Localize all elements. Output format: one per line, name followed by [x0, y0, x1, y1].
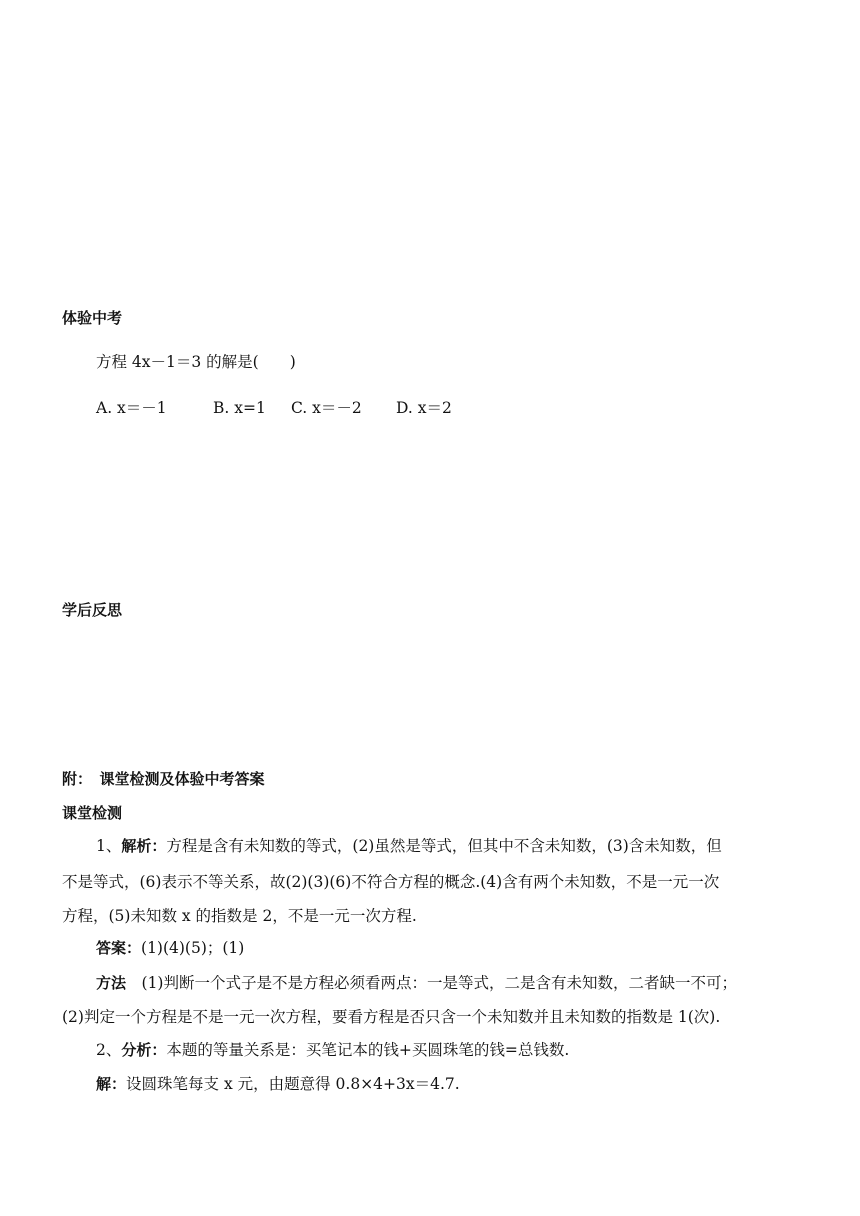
section-title-xuehou-fansi: 学后反思 — [62, 601, 123, 619]
option-a: A. x＝－1 — [96, 399, 167, 417]
option-c: C. x＝－2 — [291, 399, 362, 417]
item1-label: 解析： — [121, 837, 167, 855]
item2-prefix: 2、 — [96, 1041, 122, 1059]
option-d: D. x＝2 — [396, 399, 452, 417]
item1-line1 — [96, 836, 722, 856]
item1-method-line2: (2)判定一个方程是不是一元一次方程，要看方程是否只含一个未知数并且未知数的指数是 1(次). — [62, 1008, 721, 1026]
option-b: B. x=1 — [213, 399, 266, 417]
method-text1: (1)判断一个式子是不是方程必须看两点：一是等式，二是含有未知数，二者缺一不可； — [126, 974, 737, 992]
item1-line3: 方程，(5)未知数 x 的指数是 2，不是一元一次方程. — [62, 907, 417, 925]
item1-method-line1 — [96, 973, 737, 993]
question-text: 方程 4x－1＝3 的解是( ) — [96, 353, 296, 371]
section-title-tiyan-zhongkao: 体验中考 — [62, 309, 123, 327]
answer-text: (1)(4)(5)；(1) — [141, 939, 245, 957]
item2-line1 — [96, 1040, 569, 1060]
answer-label: 答案： — [96, 939, 142, 957]
item1-text1: 方程是含有未知数的等式，(2)虽然是等式，但其中不含未知数，(3)含未知数，但 — [166, 837, 722, 855]
item2-label: 分析： — [121, 1041, 167, 1059]
item1-line2: 不是等式，(6)表示不等关系，故(2)(3)(6)不符合方程的概念.(4)含有两个未知数，不是一元一次 — [62, 873, 720, 891]
item2-solution — [96, 1074, 460, 1094]
item1-prefix: 1、 — [96, 837, 122, 855]
item1-answer — [96, 938, 244, 958]
appendix-title: 附： 课堂检测及体验中考答案 — [62, 770, 265, 788]
solution-text: 设圆珠笔每支 x 元，由题意得 0.8×4+3x＝4.7. — [126, 1075, 460, 1093]
item2-text: 本题的等量关系是：买笔记本的钱+买圆珠笔的钱=总钱数. — [166, 1041, 570, 1059]
solution-label: 解： — [96, 1075, 127, 1093]
appendix-subtitle: 课堂检测 — [62, 804, 123, 822]
method-label: 方法 — [96, 974, 127, 992]
